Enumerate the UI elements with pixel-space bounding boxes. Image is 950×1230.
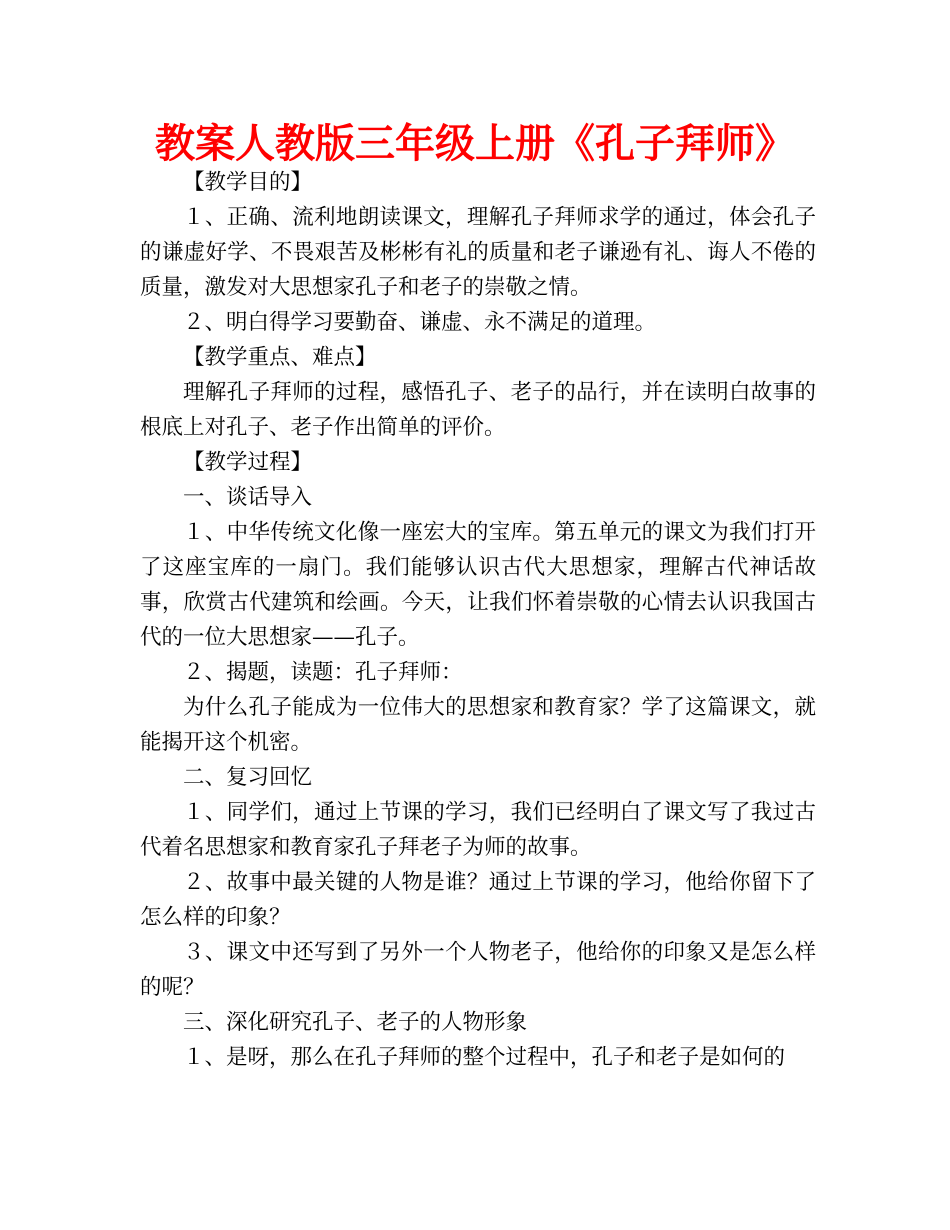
document-body bbox=[140, 165, 816, 1075]
paragraph: １、正确、流利地朗读课文，理解孔子拜师求学的通过，体会孔子的谦虚好学、不畏艰苦及彬彬有礼的质量和老子谦逊有礼、诲人不倦的质量，激发对大思想家孔子和老子的崇敬之情。 bbox=[140, 205, 816, 300]
paragraph: 为什么孔子能成为一位伟大的思想家和教育家？学了这篇课文，就能揭开这个机密。 bbox=[140, 695, 816, 755]
section-heading: 一、谈话导入 bbox=[183, 485, 313, 510]
paragraph: １、是呀，那么在孔子拜师的整个过程中，孔子和老子是如何的 bbox=[183, 1045, 786, 1070]
paragraph: ３、课文中还写到了另外一个人物老子，他给你的印象又是怎么样的呢？ bbox=[140, 940, 816, 1000]
paragraph: ２、揭题，读题：孔子拜师： bbox=[183, 660, 463, 685]
section-heading: 二、复习回忆 bbox=[183, 765, 313, 790]
document-title: 教案人教版三年级上册《孔子拜师》 bbox=[155, 121, 795, 167]
paragraph: ２、明白得学习要勤奋、谦虚、永不满足的道理。 bbox=[183, 310, 657, 335]
section-heading: 【教学过程】 bbox=[183, 450, 313, 475]
paragraph: １、中华传统文化像一座宏大的宝库。第五单元的课文为我们打开了这座宝库的一扇门。我们能够认识古代大思想家，理解古代神话故事，欣赏古代建筑和绘画。今天，让我们怀着崇敬的心情去认识我国古代的一位大思想家——孔子。 bbox=[140, 520, 816, 650]
paragraph: ２、故事中最关键的人物是谁？通过上节课的学习，他给你留下了怎么样的印象？ bbox=[140, 870, 816, 930]
section-heading: 三、深化研究孔子、老子的人物形象 bbox=[183, 1010, 528, 1035]
paragraph: 理解孔子拜师的过程，感悟孔子、老子的品行，并在读明白故事的根底上对孔子、老子作出简单的评价。 bbox=[140, 380, 816, 440]
section-heading: 【教学重点、难点】 bbox=[183, 345, 377, 370]
paragraph: １、同学们，通过上节课的学习，我们已经明白了课文写了我过古代着名思想家和教育家孔子拜老子为师的故事。 bbox=[140, 800, 816, 860]
section-heading: 【教学目的】 bbox=[183, 170, 313, 195]
